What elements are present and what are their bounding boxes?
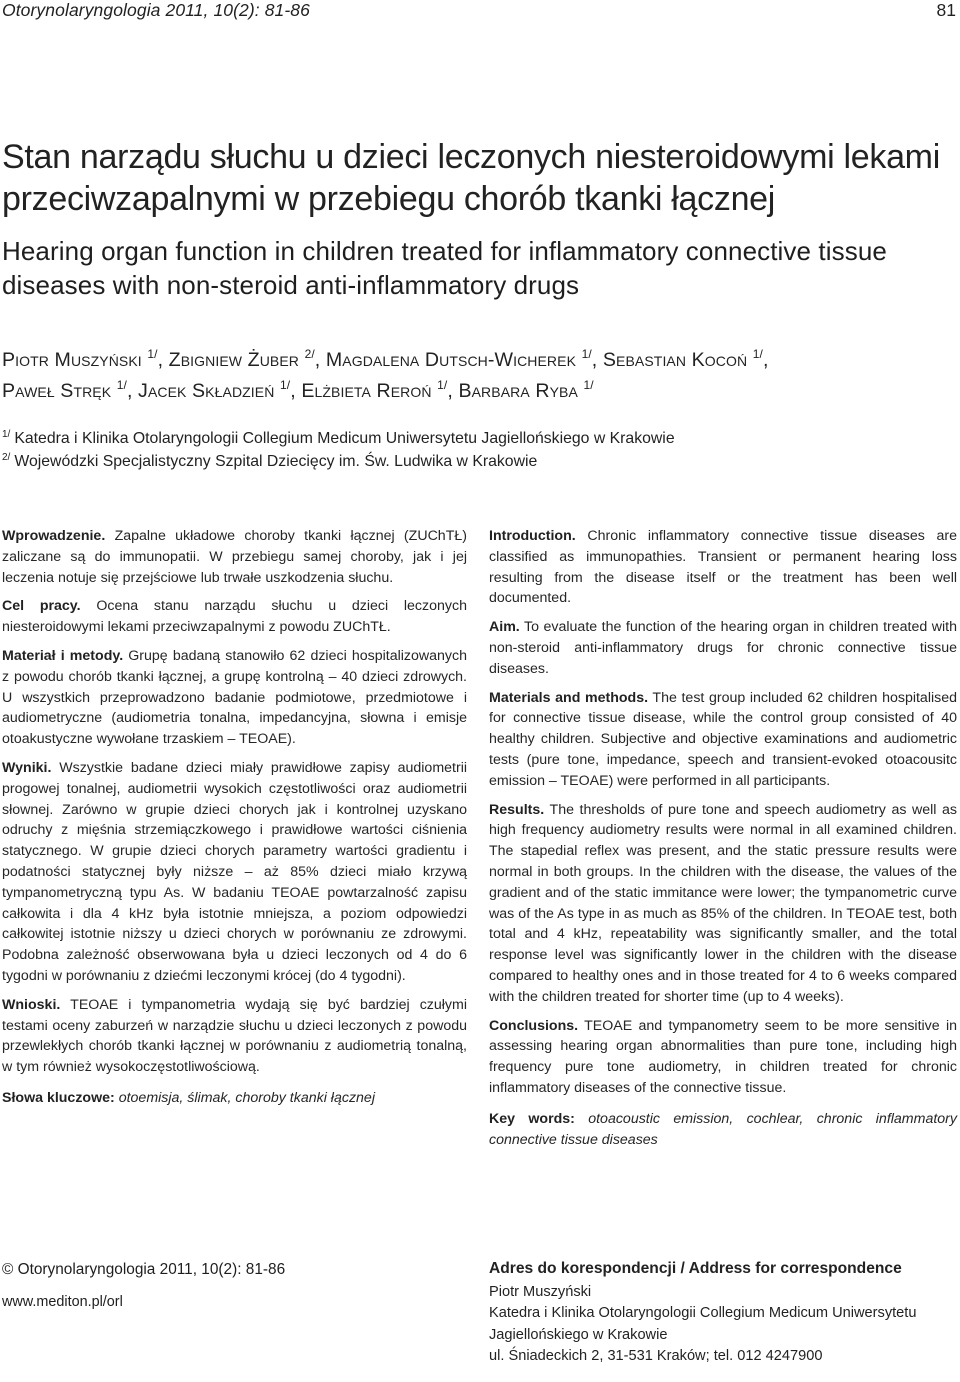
section-text: TEOAE and tympanometry seem to be more sensitive in assessing hearing organ abnormalities than pure tone, including high frequency pure tone audiometry, in children treated for chronic inflammatory diseases of the connective tissue. — [489, 1017, 957, 1096]
author: Magdalena Dutsch-Wicherek $^{1/}$, — [325, 347, 603, 371]
affiliations — [2, 427, 952, 473]
abstract-section — [2, 526, 467, 588]
abstract-section — [2, 995, 467, 1078]
abstract-polish — [2, 526, 467, 1117]
section-label: Materials and methods. — [489, 689, 649, 706]
abstract-section — [2, 758, 467, 987]
journal-url-link[interactable]: www.mediton.pl/orl — [2, 1294, 123, 1310]
keywords-label: Słowa kluczowe: — [2, 1089, 115, 1106]
affiliation — [2, 427, 952, 450]
abstract-section — [489, 526, 957, 609]
affiliation-mark: 2/ — [2, 452, 11, 463]
section-text: The thresholds of pure tone and speech audiometry as well as high frequency audiometry results were normal in all examined children. The stapedial reflex was present, and the static pressure results were normal in both groups. In the children with the disease, the values of the gradient and of the static immitance were lower; the tympanometric curve was of the As type in as much as 85% of the children. In TEOAE test, both total and 4 kHz, repeatability was significantly smaller, and the total response level was significantly lower in the children with the disease compared to healthy ones and in those treated for 4 to 6 weeks compared with the children treated for shorter time (up to 4 weeks). — [489, 801, 957, 1005]
author: Piotr Muszyński $^{1/}$, — [2, 347, 169, 371]
correspondence-institution: Katedra i Klinika Otolaryngologii Collegium Medicum Uniwersytetu Jagiellońskiego w Krakowie — [489, 1305, 917, 1343]
correspondence-address: ul. Śniadeckich 2, 31-531 Kraków; tel. 012 4247900 — [489, 1348, 823, 1364]
author-affiliation-mark: 1/ — [752, 347, 763, 361]
correspondence-name: Piotr Muszyński — [489, 1283, 592, 1300]
abstract-section — [489, 800, 957, 1008]
abstract-section — [2, 596, 467, 638]
affiliation-mark: 1/ — [2, 429, 11, 440]
section-label: Cel pracy. — [2, 598, 81, 615]
keywords-text: otoacoustic emission, cochlear, chronic inflammatory connective tissue diseases — [489, 1110, 957, 1148]
author: Jacek Składzień $^{1/}$, — [138, 378, 302, 402]
section-label: Wprowadzenie. — [2, 528, 106, 544]
author — [458, 380, 593, 402]
section-text: The test group included 62 children hospitalised for connective tissue disease, while the control group consisted of 40 healthy children. Subjective and objective examinations and audiometric tests (pure tone, impedance, speech and transient-evoked otoacousitc emission – TEOAE) were performed in all participants. — [489, 689, 957, 789]
section-text: Chronic inflammatory connective tissue diseases are classified as immunopathies. Transient or permanent hearing loss resulting from the disease itself or the treatment has been well documented. — [489, 528, 957, 607]
copyright-line: © Otorynolaryngologia 2011, 10(2): 81-86 — [2, 1261, 286, 1278]
author: Zbigniew Żuber $^{2/}$, — [168, 347, 326, 371]
keywords-label: Key words: — [489, 1110, 575, 1127]
section-text: Ocena stanu narządu słuchu u dzieci leczonych niesteroidowymi lekami przeciwzapalnymi z powodu ZUChTŁ. — [2, 598, 467, 636]
section-text: Zapalne układowe choroby tkanki łącznej (ZUChTŁ) zaliczane są do immunopatii. W przebiegu samej choroby, jak i jej leczenia notuje się przejściowe lub trwałe uszkodzenia słuchu. — [2, 528, 467, 586]
author: Elżbieta Reroń $^{1/}$, — [301, 378, 459, 402]
author-affiliation-mark: 1/ — [581, 347, 592, 361]
author: Paweł Stręk $^{1/}$, — [2, 378, 139, 402]
affiliation — [2, 450, 952, 473]
author-name: Zbigniew Żuber — [168, 349, 300, 371]
abstract-section — [489, 1016, 957, 1099]
author-name: Piotr Muszyński — [2, 349, 142, 371]
abstract-section — [489, 688, 957, 792]
article-title-polish: Stan narządu słuchu u dzieci leczonych niesteroidowymi lekami przeciwzapalnymi w przebiegu chorób tkanki łącznej — [2, 138, 940, 218]
author-affiliation-mark: 2/ — [304, 347, 315, 361]
author-name: Sebastian Kocoń — [602, 349, 748, 371]
section-text: TEOAE i tympanometria wydają się być bardziej czułymi testami oceny zaburzeń w narządzie słuchu u dzieci leczonych z powodu przewlekłych chorób tkanki łącznej w porównaniu z audiometrią tonalną, w tym również wysokoczęstotliwościową. — [2, 996, 467, 1076]
author-list — [2, 345, 952, 407]
section-text: To evaluate the function of the hearing organ in children treated with non-steroid anti-inflammatory drugs for chronic connective tissue diseases. — [489, 619, 957, 677]
section-label: Materiał i metody. — [2, 647, 124, 664]
correspondence-title: Adres do korespondencji / Address for correspondence — [489, 1260, 902, 1277]
section-label: Aim. — [489, 619, 520, 636]
abstract-english — [489, 526, 957, 1158]
section-label: Wnioski. — [2, 996, 61, 1013]
author-affiliation-mark: 1/ — [437, 378, 448, 392]
footer-journal-info — [2, 1258, 472, 1314]
author-affiliation-mark: 1/ — [116, 378, 127, 392]
author-affiliation-mark: 1/ — [280, 378, 291, 392]
abstract-section — [489, 617, 957, 679]
correspondence-block — [489, 1258, 957, 1368]
page-number: 81 — [936, 0, 956, 20]
section-label: Wyniki. — [2, 759, 52, 776]
author: Sebastian Kocoń $^{1/}$, — [602, 347, 769, 371]
section-label: Results. — [489, 801, 545, 818]
author-name: Elżbieta Reroń — [301, 380, 432, 402]
keywords-english — [489, 1109, 957, 1151]
affiliation-text: Wojewódzki Specjalistyczny Szpital Dziecięcy im. Św. Ludwika w Krakowie — [14, 453, 538, 470]
running-header-journal: Otorynolaryngologia 2011, 10(2): 81-86 — [2, 0, 310, 20]
author-name: Magdalena Dutsch-Wicherek — [325, 349, 577, 371]
author-affiliation-mark: 1/ — [583, 378, 594, 392]
section-text: Grupę badaną stanowiło 62 dzieci hospitalizowanych z powodu chorób tkanki łącznej, a grupę kontrolną – 40 dzieci zdrowych. U wszystkich przeprowadzono badanie podmiotowe, przedmiotowe i audiometryczne (audiometria tonalna, impedancyjna, słowna i emisje otoakustyczne wywołane trzaskiem – TEOAE). — [2, 647, 467, 748]
article-title-english: Hearing organ function in children treated for inflammatory connective tissue diseases with non-steroid anti-inflammatory drugs — [2, 236, 887, 300]
section-label: Conclusions. — [489, 1017, 579, 1034]
keywords-text: otoemisja, ślimak, choroby tkanki łącznej — [118, 1089, 375, 1106]
author-name: Jacek Składzień — [138, 380, 275, 402]
author-affiliation-mark: 1/ — [147, 347, 158, 361]
section-label: Introduction. — [489, 528, 576, 544]
author-name: Barbara Ryba — [458, 380, 578, 402]
keywords-polish — [2, 1088, 467, 1109]
abstract-section — [2, 646, 467, 750]
section-text: Wszystkie badane dzieci miały prawidłowe zapisy audiometrii progowej tonalnej, audiometrii wysokich częstotliwości oraz audiometrii słownej. Zarówno w grupie dzieci chorych jak i kontrolnej uzyskano odruchy z mięśnia strzemiączkowego i prawidłowe wartości ciśnienia statycznego. W grupie dzieci chorych parametry wartości gradientu i podatności statycznej były niższe – aż 85% dzieci miało krzywą tympanometryczną typu As. W badaniu TEOAE powtarzalność zapisu całkowita i dla 4 kHz była istotnie mniejsza, a poziom odpowiedzi całkowitej istotnie niższy u dzieci chorych w porównaniu ze zdrowymi. Podobna zależność obserwowana była u dzieci leczonych od 4 do 6 tygodni w porównaniu z dziećmi leczonymi krócej (do 4 tygodni). — [2, 759, 467, 984]
author-name: Paweł Stręk — [2, 380, 112, 402]
affiliation-text: Katedra i Klinika Otolaryngologii Collegium Medicum Uniwersytetu Jagiellońskiego w Krakowie — [14, 430, 675, 447]
